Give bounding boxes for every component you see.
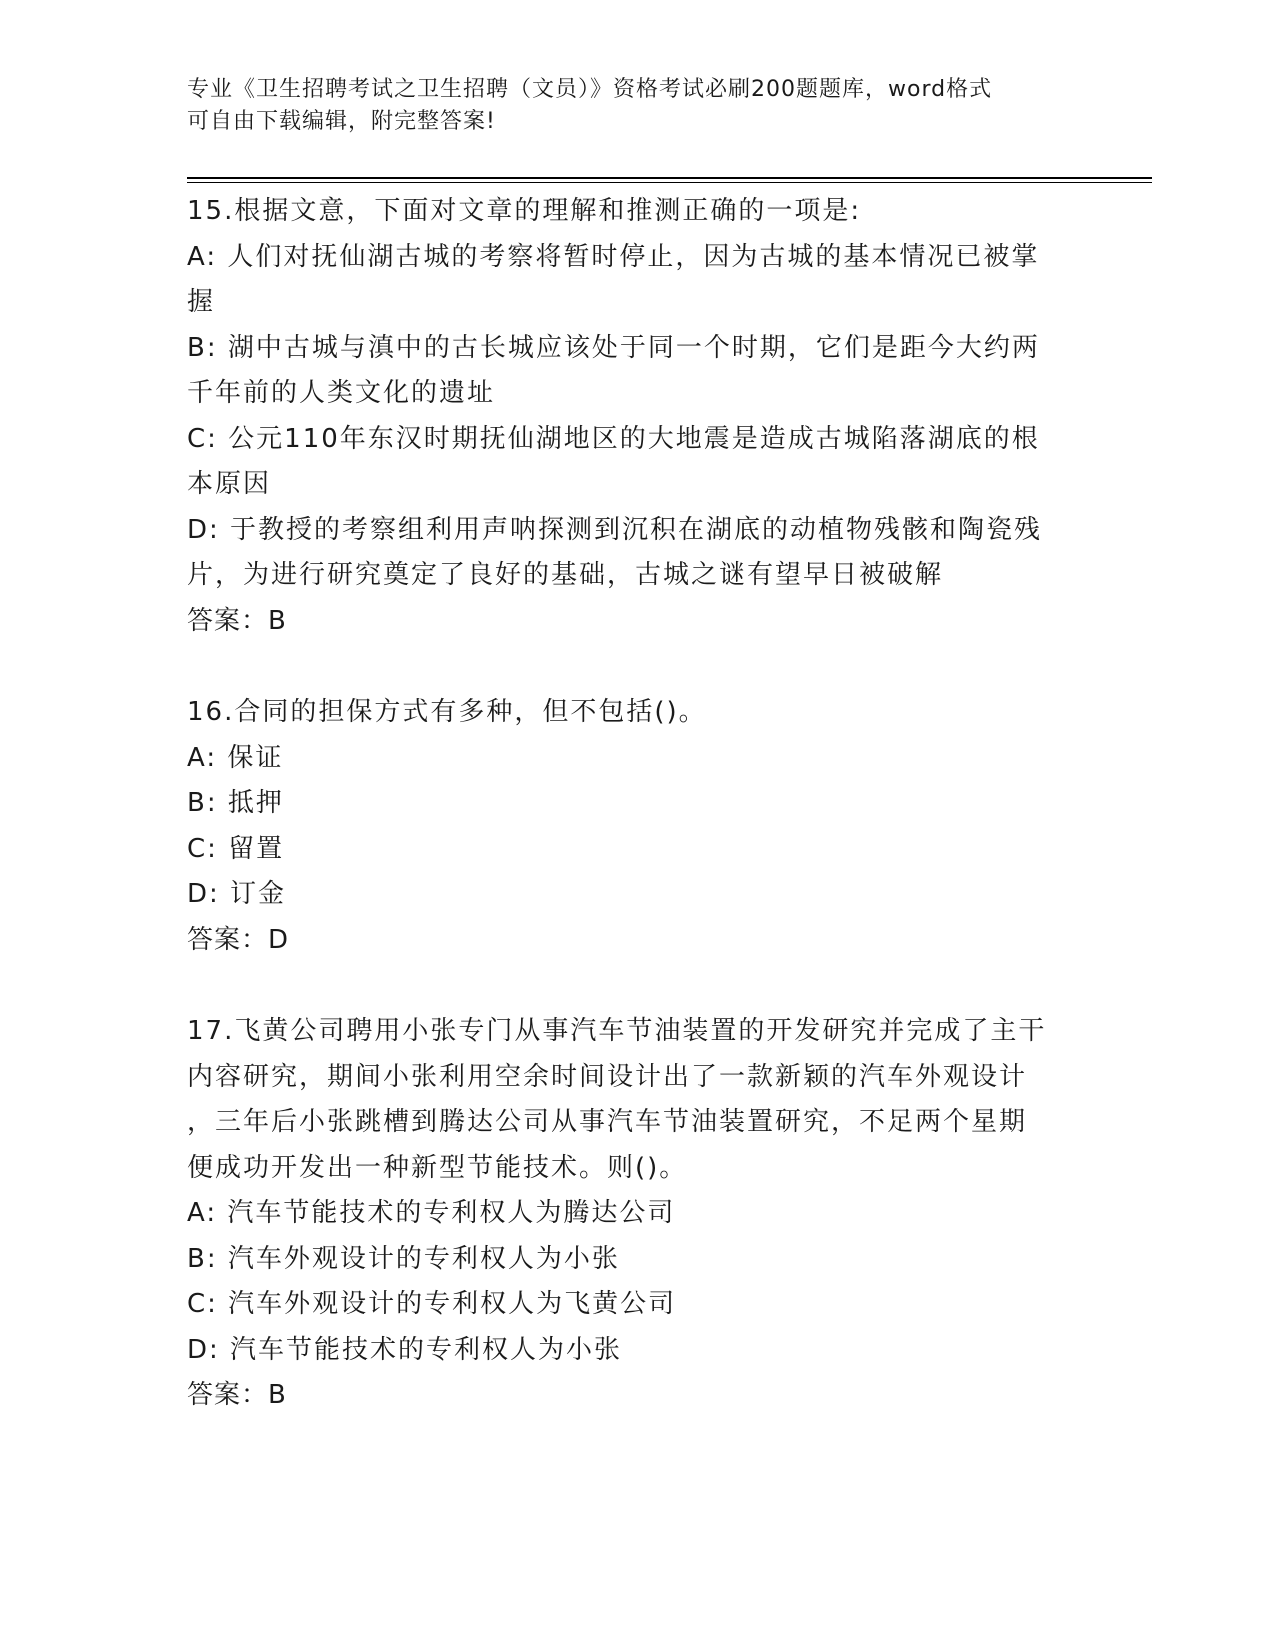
question-stem: 16.合同的担保方式有多种，但不包括()。 <box>187 697 707 727</box>
question-stem: 15.根据文意，下面对文章的理解和推测正确的一项是: <box>187 196 862 226</box>
answer-label: 答案：B <box>187 1380 287 1410</box>
option-b: B: 抵押 <box>187 788 284 818</box>
option-d: D: 于教授的考察组利用声呐探测到沉积在湖底的动植物残骸和陶瓷残 <box>187 514 1043 545</box>
option-c: C: 留置 <box>187 833 285 864</box>
option-a-continued: 握 <box>187 287 216 317</box>
option-b: B: 湖中古城与滇中的古长城应该处于同一个时期，它们是距今大约两 <box>187 332 1040 363</box>
option-d: D: 汽车节能技术的专利权人为小张 <box>187 1334 623 1365</box>
option-c: C: 汽车外观设计的专利权人为飞黄公司 <box>187 1289 677 1319</box>
option-a: A: 汽车节能技术的专利权人为腾达公司 <box>187 1198 676 1228</box>
option-b: B: 汽车外观设计的专利权人为小张 <box>187 1243 620 1274</box>
question-stem-continued: 内容研究，期间小张利用空余时间设计出了一款新颖的汽车外观设计 <box>187 1061 1028 1092</box>
option-b-continued: 千年前的人类文化的遗址 <box>187 378 496 408</box>
answer-label: 答案：D <box>187 924 290 955</box>
header-divider <box>187 182 1152 183</box>
option-a: A: 人们对抚仙湖古城的考察将暂时停止，因为古城的基本情况已被掌 <box>187 241 1040 272</box>
option-c-continued: 本原因 <box>187 469 272 499</box>
question-17 <box>187 1009 1087 1419</box>
document-header <box>187 74 1067 138</box>
question-stem: 17.飞黄公司聘用小张专门从事汽车节油装置的开发研究并完成了主干 <box>187 1016 1047 1046</box>
question-16 <box>187 690 1087 963</box>
header-line: 可自由下载编辑，附完整答案! <box>187 109 496 134</box>
header-line: 专业《卫生招聘考试之卫生招聘（文员）》资格考试必刷200题题库，word格式 <box>187 77 993 102</box>
header-divider <box>187 177 1152 179</box>
question-list <box>187 189 1087 1465</box>
option-d: D: 订金 <box>187 879 287 909</box>
option-c: C: 公元110年东汉时期抚仙湖地区的大地震是造成古城陷落湖底的根 <box>187 423 1040 454</box>
answer-label: 答案：B <box>187 605 287 636</box>
question-stem-continued: 便成功开发出一种新型节能技术。则()。 <box>187 1152 688 1183</box>
question-15 <box>187 189 1087 644</box>
option-a: A: 保证 <box>187 742 284 773</box>
option-d-continued: 片，为进行研究奠定了良好的基础，古城之谜有望早日被破解 <box>187 560 944 590</box>
question-stem-continued: ，三年后小张跳槽到腾达公司从事汽车节油装置研究，不足两个星期 <box>187 1107 1028 1137</box>
